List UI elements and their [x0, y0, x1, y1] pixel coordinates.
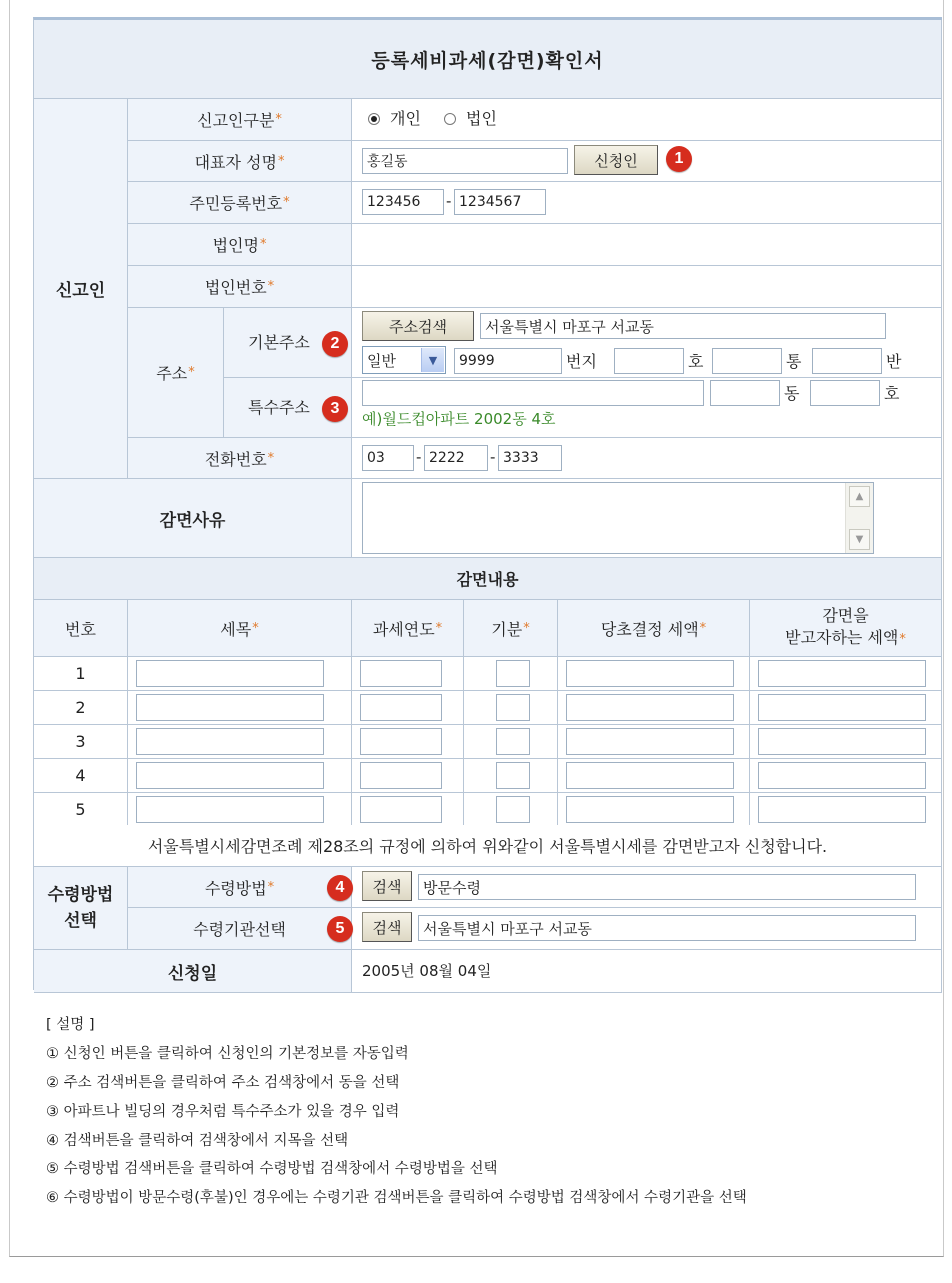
form-title: 등록세비과세(감면)확인서: [371, 49, 604, 72]
special-address-input[interactable]: [362, 380, 704, 406]
phone-part3-input[interactable]: 3333: [498, 445, 562, 471]
col-header-tax-year: 과세연도 *: [352, 600, 464, 657]
badge-3-icon: 3: [322, 396, 348, 422]
phone-dash-1: -: [416, 448, 422, 466]
corporate-radio-label: 법인: [466, 109, 497, 128]
resident-no-part2-input[interactable]: 1234567: [454, 189, 546, 215]
col-tax-item-label: 세목: [220, 619, 252, 639]
receipt-agency-search-button[interactable]: 검색: [362, 912, 412, 942]
address-search-button[interactable]: 주소검색: [362, 311, 474, 341]
ban-input[interactable]: [812, 348, 882, 374]
reduced-tax-input[interactable]: [758, 660, 926, 687]
resident-no-value-cell: [352, 182, 942, 224]
tax-year-input[interactable]: [360, 762, 442, 789]
original-tax-input[interactable]: [566, 660, 734, 687]
reduced-tax-input[interactable]: [758, 728, 926, 755]
special-ho-unit: 호: [884, 384, 900, 403]
phone-label: 전화번호: [204, 449, 267, 469]
detail-cell: [352, 759, 464, 793]
detail-cell: [558, 691, 750, 725]
rep-name-label: 대표자 성명: [194, 152, 277, 172]
col-header-no: [34, 600, 128, 657]
tax-year-input[interactable]: [360, 728, 442, 755]
detail-cell: [750, 657, 942, 691]
reduced-tax-input[interactable]: [758, 796, 926, 823]
address-type-value: 일반: [367, 351, 396, 370]
col-reduced-tax-line2: 받고자하는 세액: [785, 628, 899, 647]
detail-cell: [34, 657, 128, 691]
tong-input[interactable]: [712, 348, 782, 374]
detail-cell: [558, 657, 750, 691]
apply-date-label-cell: [34, 950, 352, 993]
special-address-value-cell: [352, 378, 942, 438]
detail-cell: [750, 793, 942, 827]
reason-label: 감면사유: [159, 510, 226, 531]
help-item: ③ 아파트나 빌딩의 경우처럼 특수주소가 있을 경우 입력: [46, 1104, 400, 1120]
col-original-tax-label: 당초결정 세액: [600, 619, 699, 639]
detail-cell: [128, 725, 352, 759]
phone-part1-input[interactable]: 03: [362, 445, 414, 471]
corporate-radio[interactable]: [444, 113, 456, 125]
col-header-reduced-tax: 감면을 받고자하는 세액*: [750, 600, 942, 657]
corp-name-value-cell: [352, 224, 942, 266]
col-period-label: 기분: [491, 619, 523, 639]
individual-radio-label: 개인: [390, 109, 421, 128]
detail-cell: [352, 793, 464, 827]
receipt-section-line2: 선택: [64, 911, 97, 931]
row-no: 3: [75, 732, 86, 751]
help-item: ④ 검색버튼을 클릭하여 검색창에서 지목을 선택: [46, 1133, 349, 1149]
tax-item-input[interactable]: [136, 762, 324, 789]
basic-address-input[interactable]: 서울특별시 마포구 서교동: [480, 313, 886, 339]
badge-4-icon: 4: [327, 875, 353, 901]
receipt-agency-label-cell: [128, 908, 352, 950]
special-address-example: 예)월드컵아파트 2002동 4호: [362, 410, 556, 428]
phone-part2-input[interactable]: 2222: [424, 445, 488, 471]
reduced-tax-input[interactable]: [758, 762, 926, 789]
detail-cell: [352, 725, 464, 759]
receipt-method-search-button[interactable]: 검색: [362, 871, 412, 901]
detail-cell: [464, 793, 558, 827]
detail-title-cell: [34, 558, 942, 600]
original-tax-input[interactable]: [566, 796, 734, 823]
period-input[interactable]: [496, 762, 530, 789]
tax-item-input[interactable]: [136, 796, 324, 823]
scroll-up-icon[interactable]: ▲: [849, 486, 870, 507]
phone-value-cell: [352, 438, 942, 479]
rep-name-label-cell: 대표자 성명 *: [128, 141, 352, 182]
form-title-cell: [34, 20, 942, 99]
declaration-cell: [34, 825, 942, 867]
col-header-period: 기분 *: [464, 600, 558, 657]
corp-no-label-cell: 법인번호 *: [128, 266, 352, 308]
detail-cell: [464, 691, 558, 725]
special-ho-input[interactable]: [810, 380, 880, 406]
receipt-method-label: 수령방법: [204, 878, 267, 898]
rep-name-value-cell: [352, 141, 942, 182]
receipt-section-cell: [34, 867, 128, 950]
original-tax-input[interactable]: [566, 694, 734, 721]
phone-label-cell: 전화번호 *: [128, 438, 352, 479]
rep-name-input[interactable]: 홍길동: [362, 148, 568, 174]
basic-address-value-cell: [352, 308, 942, 378]
detail-cell: [34, 725, 128, 759]
detail-cell: [750, 725, 942, 759]
form-table: [33, 17, 942, 990]
detail-cell: [34, 759, 128, 793]
ho-input[interactable]: [614, 348, 684, 374]
reporter-section-label: 신고인: [55, 281, 106, 301]
tax-year-input[interactable]: [360, 796, 442, 823]
help-item: ① 신청인 버튼을 클릭하여 신청인의 기본정보를 자동입력: [46, 1046, 409, 1062]
badge-5-icon: 5: [327, 916, 353, 942]
detail-cell: [558, 759, 750, 793]
row-no: 1: [75, 664, 86, 683]
receipt-section-line1: 수령방법: [47, 885, 114, 905]
detail-cell: [34, 793, 128, 827]
resident-no-dash: -: [446, 192, 452, 210]
bunji-input[interactable]: 9999: [454, 348, 562, 374]
tax-year-input[interactable]: [360, 660, 442, 687]
reduced-tax-input[interactable]: [758, 694, 926, 721]
detail-cell: [750, 759, 942, 793]
applicant-button[interactable]: 신청인: [574, 145, 658, 175]
receipt-agency-input[interactable]: 서울특별시 마포구 서교동: [418, 915, 916, 941]
scroll-down-icon[interactable]: ▼: [849, 529, 870, 550]
help-title: [ 설명 ]: [46, 1017, 95, 1033]
detail-title: 감면내용: [456, 570, 519, 589]
corp-no-value-cell: [352, 266, 942, 308]
bunji-unit: 번지: [566, 352, 597, 371]
detail-cell: [464, 657, 558, 691]
original-tax-input[interactable]: [566, 728, 734, 755]
resident-no-label: 주민등록번호: [189, 194, 283, 213]
receipt-agency-label: 수령기관선택: [193, 920, 286, 939]
resident-no-part1-input[interactable]: 123456: [362, 189, 444, 215]
tax-item-input[interactable]: [136, 660, 324, 687]
special-address-label-cell: [224, 378, 352, 438]
receipt-agency-value-cell: [335, 908, 942, 950]
col-reduced-tax-line1: 감면을: [822, 606, 869, 625]
individual-radio[interactable]: [368, 113, 380, 125]
special-dong-input[interactable]: [710, 380, 780, 406]
address-label: 주소: [156, 364, 188, 383]
dong-unit: 동: [784, 384, 800, 403]
badge-1-icon: 1: [666, 146, 692, 172]
reason-scrollbar[interactable]: [845, 483, 873, 553]
reporter-type-label: 신고인구분: [197, 111, 275, 130]
col-header-tax-item: 세목 *: [128, 600, 352, 657]
help-item: ② 주소 검색버튼을 클릭하여 주소 검색창에서 동을 선택: [46, 1075, 400, 1091]
tong-unit: 통: [786, 352, 802, 371]
period-input[interactable]: [496, 796, 530, 823]
basic-address-label-cell: [224, 308, 352, 378]
detail-cell: [558, 793, 750, 827]
detail-cell: [34, 691, 128, 725]
receipt-method-label-cell: 수령방법 *: [128, 867, 352, 908]
corp-no-label: 법인번호: [204, 278, 267, 297]
address-type-select[interactable]: [362, 346, 446, 374]
detail-cell: [558, 725, 750, 759]
tax-item-input[interactable]: [136, 694, 324, 721]
apply-date-value-cell: [352, 950, 942, 993]
detail-cell: [464, 725, 558, 759]
detail-cell: [750, 691, 942, 725]
badge-2-icon: 2: [322, 331, 348, 357]
detail-cell: [352, 691, 464, 725]
detail-cell: [464, 759, 558, 793]
phone-dash-2: -: [490, 448, 496, 466]
reporter-type-label-cell: 신고인구분 *: [128, 99, 352, 141]
detail-cell: [352, 657, 464, 691]
detail-cell: [128, 691, 352, 725]
help-item: ⑥ 수령방법이 방문수령(후불)인 경우에는 수령기관 검색버튼을 클릭하여 수령방법 검색창에서 수령기관을 선택: [46, 1190, 747, 1206]
period-input[interactable]: [496, 694, 530, 721]
reason-value-cell: [352, 479, 942, 558]
detail-cell: [128, 759, 352, 793]
row-no: 4: [75, 766, 86, 785]
chevron-down-icon[interactable]: ▼: [421, 348, 444, 372]
address-label-cell: 주소 *: [128, 308, 224, 438]
detail-cell: [128, 793, 352, 827]
receipt-method-input[interactable]: 방문수령: [418, 874, 916, 900]
detail-cell: [128, 657, 352, 691]
help-item: ⑤ 수령방법 검색버튼을 클릭하여 수령방법 검색창에서 수령방법을 선택: [46, 1161, 498, 1177]
period-input[interactable]: [496, 660, 530, 687]
apply-date-value: 2005년 08월 04일: [362, 962, 492, 980]
apply-date-label: 신청일: [167, 963, 218, 984]
reporter-section-cell: [34, 99, 128, 479]
tax-item-input[interactable]: [136, 728, 324, 755]
period-input[interactable]: [496, 728, 530, 755]
row-no: 5: [75, 800, 86, 819]
tax-year-input[interactable]: [360, 694, 442, 721]
special-address-label: 특수주소: [248, 398, 310, 417]
col-no-label: 번호: [65, 619, 96, 639]
corp-name-label-cell: 법인명 *: [128, 224, 352, 266]
resident-no-label-cell: 주민등록번호 *: [128, 182, 352, 224]
reason-textarea[interactable]: [362, 482, 874, 554]
receipt-method-value-cell: [335, 867, 942, 908]
original-tax-input[interactable]: [566, 762, 734, 789]
row-no: 2: [75, 698, 86, 717]
ban-unit: 반: [886, 352, 902, 371]
col-tax-year-label: 과세연도: [372, 619, 435, 639]
corp-name-label: 법인명: [212, 236, 259, 255]
reporter-type-value-cell: [352, 99, 942, 141]
reason-label-cell: [34, 479, 352, 558]
ho-unit: 호: [688, 352, 704, 371]
basic-address-label: 기본주소: [248, 333, 310, 352]
col-header-original-tax: 당초결정 세액 *: [558, 600, 750, 657]
declaration-text: 서울특별시세감면조례 제28조의 규정에 의하여 위와같이 서울특별시세를 감면받고자 신청합니다.: [147, 837, 828, 856]
